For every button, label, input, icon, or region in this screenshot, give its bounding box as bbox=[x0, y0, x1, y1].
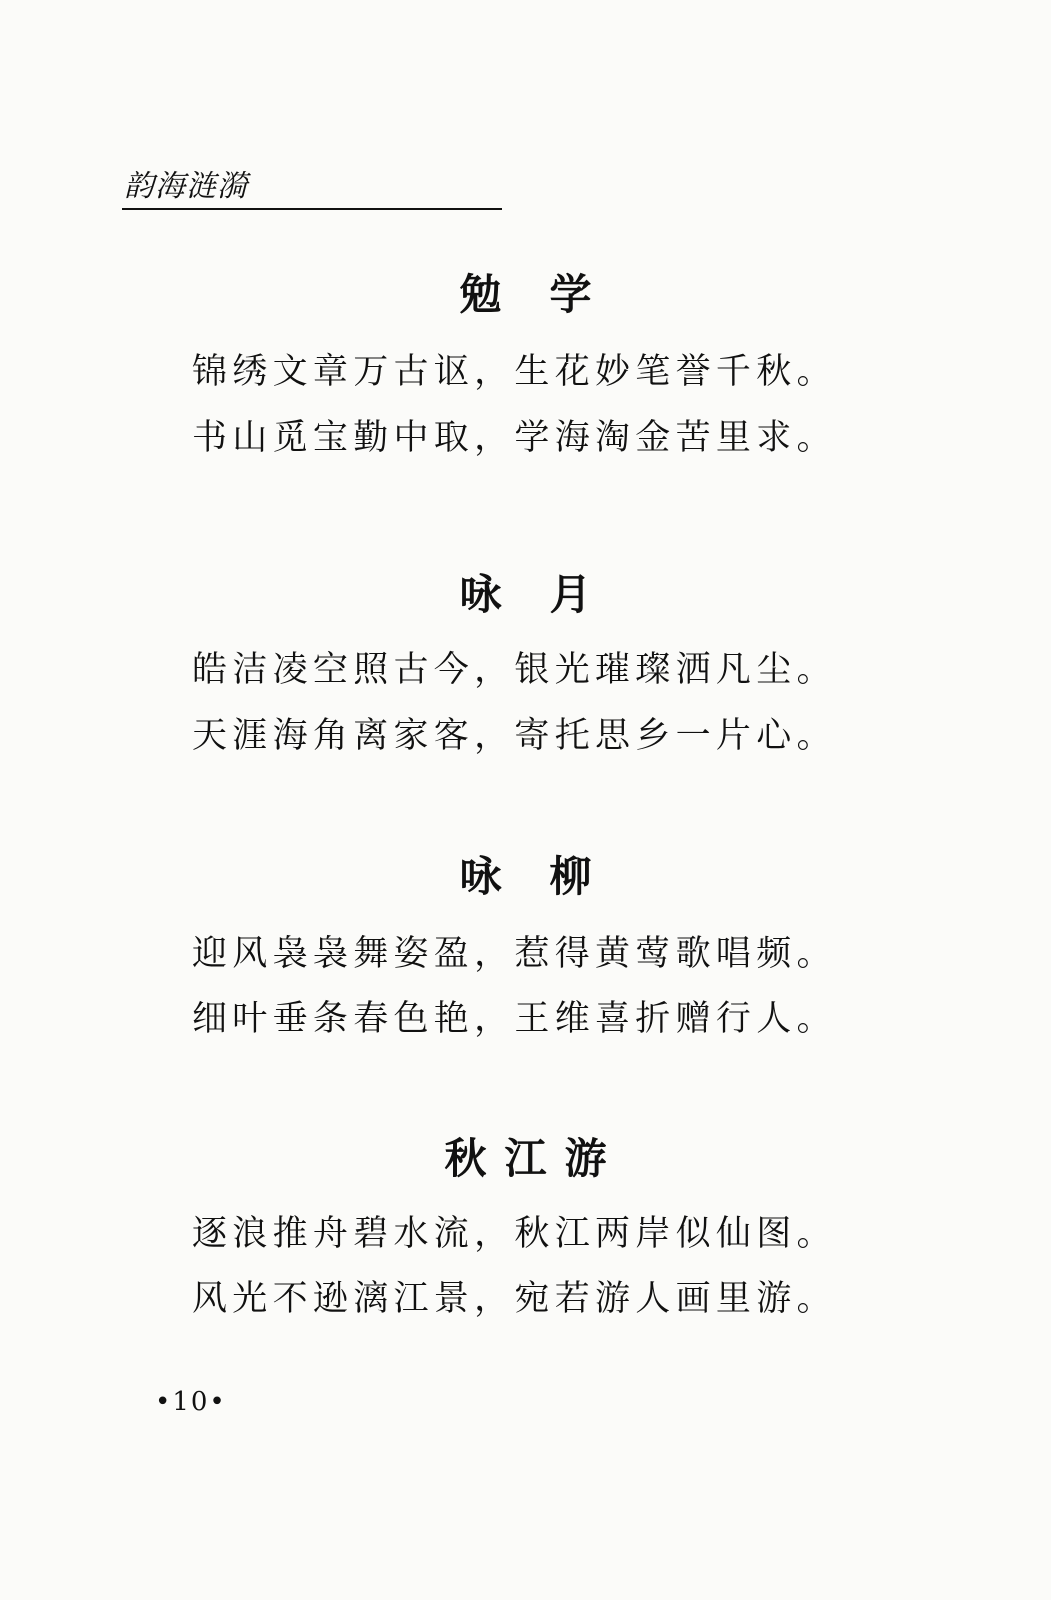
poem-line: 迎风袅袅舞姿盈，惹得黄莺歌唱频。 bbox=[192, 934, 837, 974]
poem-line: 逐浪推舟碧水流，秋江两岸似仙图。 bbox=[192, 1214, 837, 1254]
poem-title: 咏柳 bbox=[459, 852, 640, 901]
page-number: •10• bbox=[155, 1387, 227, 1417]
poem-title: 秋江游 bbox=[444, 1134, 625, 1183]
poem-line: 天涯海角离家客，寄托思乡一片心。 bbox=[192, 716, 837, 756]
running-header bbox=[122, 168, 502, 210]
poem-line: 书山觅宝勤中取，学海淘金苦里求。 bbox=[192, 418, 837, 458]
poem-title: 咏月 bbox=[459, 570, 640, 619]
poem-line: 细叶垂条春色艳，王维喜折赠行人。 bbox=[192, 999, 837, 1039]
poem-line: 皓洁凌空照古今，银光璀璨洒凡尘。 bbox=[192, 650, 837, 690]
poem-line: 锦绣文章万古讴，生花妙笔誉千秋。 bbox=[192, 352, 837, 392]
running-header-title: 韵海涟漪 bbox=[124, 169, 248, 204]
poem-line: 风光不逊漓江景，宛若游人画里游。 bbox=[192, 1279, 837, 1319]
poem-title: 勉学 bbox=[459, 270, 640, 319]
